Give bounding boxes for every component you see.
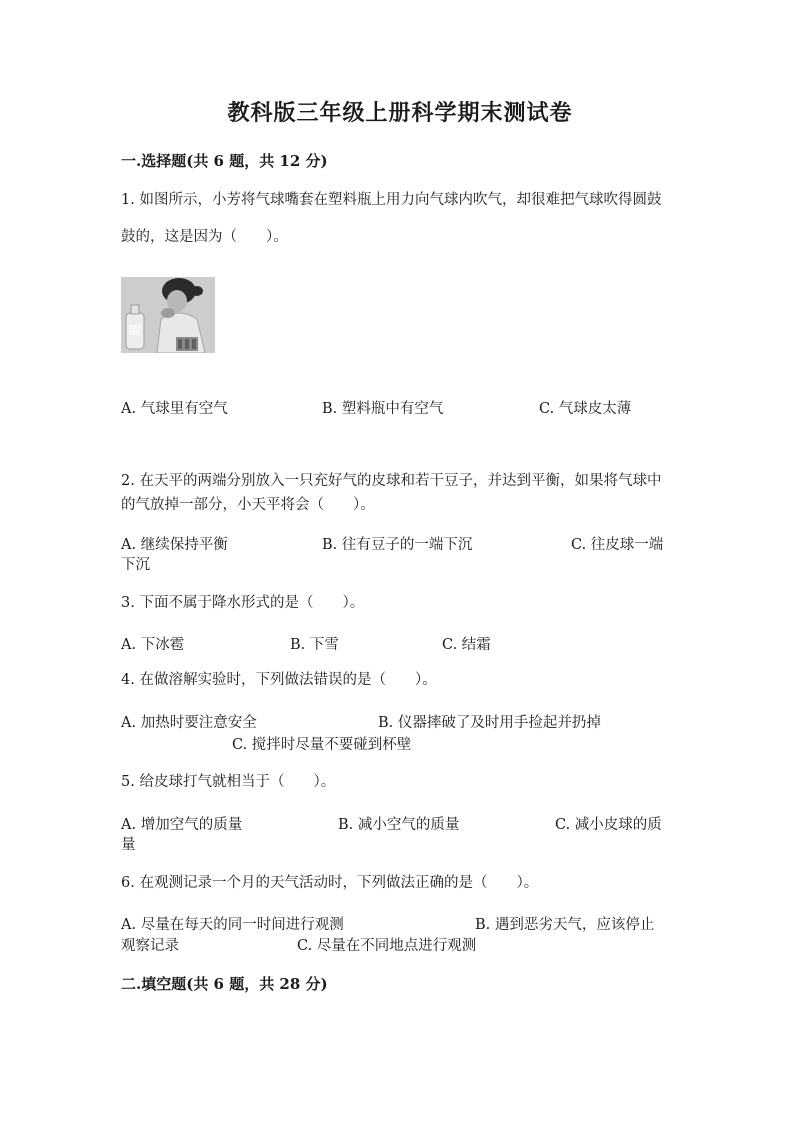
question-3-text: 3. 下面不属于降水形式的是（ ）。: [121, 595, 365, 611]
question-6-option-b: B. 遇到恶劣天气，应该停止: [475, 917, 655, 933]
question-6-option-c: C. 尽量在不同地点进行观测: [297, 938, 477, 954]
question-5-option-a: A. 增加空气的质量: [121, 817, 243, 833]
question-2-option-a: A. 继续保持平衡: [121, 537, 228, 553]
question-1-option-a: A. 气球里有空气: [121, 401, 228, 417]
section-heading-fill-blank: 二.填空题(共 6 题，共 28 分): [121, 975, 328, 993]
girl-blowing-balloon-illustration: [121, 277, 215, 353]
question-1-photo: [121, 277, 215, 353]
section-heading-choice: 一.选择题(共 6 题，共 12 分): [121, 152, 328, 170]
question-2-option-c-wrap: 下沉: [121, 557, 150, 573]
question-1-option-c: C. 气球皮太薄: [539, 401, 632, 417]
question-5-option-c: C. 减小皮球的质: [555, 817, 662, 833]
question-5-text: 5. 给皮球打气就相当于（ ）。: [121, 774, 336, 790]
question-3-option-c: C. 结霜: [442, 637, 491, 653]
question-2-option-b: B. 往有豆子的一端下沉: [322, 537, 473, 553]
question-4-option-b: B. 仪器摔破了及时用手捡起并扔掉: [378, 715, 601, 731]
question-6-option-b-wrap: 观察记录: [121, 938, 179, 954]
question-6-option-a: A. 尽量在每天的同一时间进行观测: [121, 917, 344, 933]
page-title: 教科版三年级上册科学期末测试卷: [227, 100, 573, 126]
question-5-option-b: B. 减小空气的质量: [338, 817, 460, 833]
question-3-option-b: B. 下雪: [290, 637, 339, 653]
question-3-option-a: A. 下冰雹: [121, 637, 185, 653]
question-4-option-c: C. 搅拌时尽量不要碰到杯壁: [232, 737, 412, 753]
question-1-option-b: B. 塑料瓶中有空气: [322, 401, 444, 417]
question-1-text: 1. 如图所示，小芳将气球嘴套在塑料瓶上用力向气球内吹气，却很难把气球吹得圆鼓鼓的，这是因为（ ）。: [121, 192, 662, 245]
question-6-text: 6. 在观测记录一个月的天气活动时，下列做法正确的是（ ）。: [121, 875, 539, 891]
question-2-option-c: C. 往皮球一端: [571, 537, 664, 553]
question-4-option-a: A. 加热时要注意安全: [121, 715, 257, 731]
question-4-text: 4. 在做溶解实验时，下列做法错误的是（ ）。: [121, 672, 437, 688]
question-5-option-c-wrap: 量: [121, 837, 136, 853]
question-2-text: 2. 在天平的两端分别放入一只充好气的皮球和若干豆子，并达到平衡，如果将气球中的气放掉一部分，小天平将会（ ）。: [121, 473, 662, 513]
